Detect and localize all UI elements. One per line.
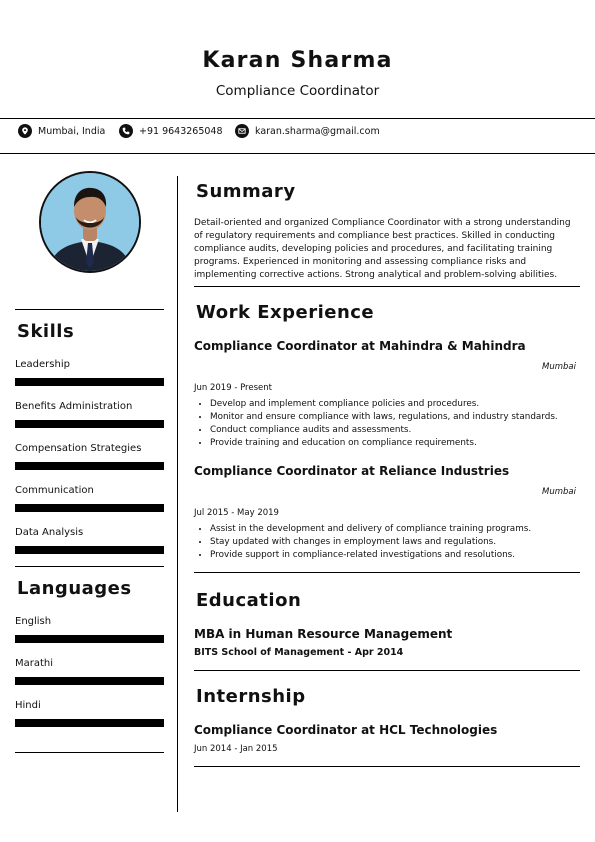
education-institution: BITS School of Management - Apr 2014 xyxy=(194,647,404,658)
skill-bar xyxy=(15,504,164,512)
phone-icon xyxy=(119,124,133,138)
section-divider-experience xyxy=(194,572,580,573)
sidebar-divider-1 xyxy=(15,309,164,310)
location-pin-icon xyxy=(18,124,32,138)
language-bar xyxy=(15,677,164,685)
skill-label: Data Analysis xyxy=(15,527,84,538)
job-title: Compliance Coordinator at Mahindra & Mahindra xyxy=(194,339,526,353)
work-experience-heading: Work Experience xyxy=(196,302,375,323)
skill-label: Compensation Strategies xyxy=(15,443,142,454)
list-item: • Monitor and ensure compliance with laws, regulations, and industry standards. xyxy=(210,411,558,424)
list-item: • Provide support in compliance-related investigations and resolutions. xyxy=(210,549,531,562)
education-heading: Education xyxy=(196,590,302,611)
language-bar xyxy=(15,719,164,727)
skill-label: Communication xyxy=(15,485,94,496)
section-divider-summary xyxy=(194,286,580,287)
internship-dates: Jun 2014 - Jan 2015 xyxy=(194,744,278,754)
contact-phone xyxy=(119,124,223,138)
email-icon xyxy=(235,124,249,138)
skill-bar xyxy=(15,378,164,386)
profile-photo xyxy=(39,171,141,273)
language-label: English xyxy=(15,616,52,627)
languages-heading: Languages xyxy=(17,578,132,599)
skill-label: Benefits Administration xyxy=(15,401,133,412)
location-text: Mumbai, India xyxy=(38,125,106,137)
sidebar-divider-2 xyxy=(15,566,164,567)
summary-heading: Summary xyxy=(196,181,296,202)
list-item: • Provide training and education on compliance requirements. xyxy=(210,437,558,450)
skill-bar xyxy=(15,420,164,428)
section-divider-internship xyxy=(194,766,580,767)
skills-heading: Skills xyxy=(17,321,75,342)
job-location: Mumbai xyxy=(542,487,576,497)
language-bar xyxy=(15,635,164,643)
contact-location xyxy=(18,124,105,138)
candidate-role: Compliance Coordinator xyxy=(215,83,380,99)
job-dates: Jun 2019 - Present xyxy=(194,383,272,393)
language-label: Hindi xyxy=(15,700,41,711)
summary-text: Detail-oriented and organized Compliance Coordinator with a strong understanding of regulatory requirements and compliance best practices. Skilled in conducting compliance audits, developing policies and procedures, and facilitating training programs. Experienced in monitoring and assessing compliance risks and implementing corrective actions. Strong analytical and problem-solving abilities. xyxy=(194,218,571,280)
column-divider xyxy=(177,176,178,812)
education-degree: MBA in Human Resource Management xyxy=(194,627,453,641)
header-divider-bottom xyxy=(0,153,595,154)
phone-text[interactable]: +91 9643265048 xyxy=(139,125,223,137)
list-item: • Develop and implement compliance policies and procedures. xyxy=(210,398,558,411)
language-label: Marathi xyxy=(15,658,54,669)
job-location: Mumbai xyxy=(542,362,576,372)
job-title: Compliance Coordinator at Reliance Industries xyxy=(194,464,510,478)
list-item: • Stay updated with changes in employment laws and regulations. xyxy=(210,536,531,549)
email-text[interactable]: karan.sharma@gmail.com xyxy=(255,125,380,137)
candidate-name: Karan Sharma xyxy=(202,48,393,73)
list-item: • Assist in the development and delivery of compliance training programs. xyxy=(210,523,531,536)
job-bullets xyxy=(194,398,558,450)
sidebar-divider-3 xyxy=(15,752,164,753)
list-item: • Conduct compliance audits and assessments. xyxy=(210,424,558,437)
contact-email xyxy=(235,124,380,138)
internship-position: Compliance Coordinator at HCL Technologies xyxy=(194,723,498,737)
internship-heading: Internship xyxy=(196,686,306,707)
skill-label: Leadership xyxy=(15,359,70,370)
job-dates: Jul 2015 - May 2019 xyxy=(194,508,279,518)
section-divider-education xyxy=(194,670,580,671)
skill-bar xyxy=(15,462,164,470)
skill-bar xyxy=(15,546,164,554)
header-divider-top xyxy=(0,118,595,119)
job-bullets xyxy=(194,523,531,562)
